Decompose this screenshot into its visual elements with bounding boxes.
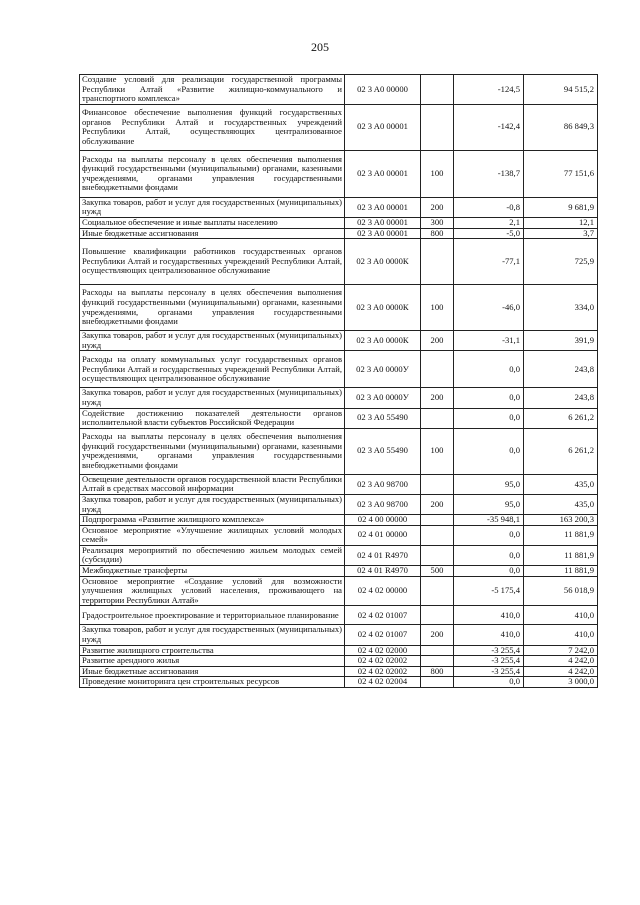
row-target-code: 02 4 01 00000 [345, 525, 421, 545]
row-target-code: 02 3 A0 00001 [345, 197, 421, 217]
row-target-code: 02 4 02 00000 [345, 576, 421, 606]
row-change-amount: -138,7 [454, 150, 524, 197]
row-target-code: 02 3 A0 55490 [345, 428, 421, 474]
table-row [80, 494, 598, 514]
page-number: 205 [311, 40, 329, 54]
row-total-amount: 435,0 [524, 494, 598, 514]
row-change-amount: 0,0 [454, 351, 524, 388]
row-target-code: 02 4 01 R4970 [345, 545, 421, 565]
row-expense-type [421, 515, 454, 526]
row-change-amount: 0,0 [454, 677, 524, 688]
row-description: Создание условий для реализации государственной программы Республики Алтай «Развитие жилищно-коммунального и транспортного комплекса» [80, 75, 345, 105]
row-total-amount: 12,1 [524, 217, 598, 228]
row-total-amount: 86 849,3 [524, 104, 598, 150]
row-target-code: 02 4 02 01007 [345, 625, 421, 645]
row-target-code: 02 3 A0 00001 [345, 150, 421, 197]
row-target-code: 02 4 02 01007 [345, 606, 421, 625]
row-expense-type: 200 [421, 625, 454, 645]
row-total-amount: 3,7 [524, 228, 598, 239]
row-change-amount: -5,0 [454, 228, 524, 239]
row-total-amount: 243,8 [524, 388, 598, 408]
row-change-amount: -142,4 [454, 104, 524, 150]
table-row [80, 625, 598, 645]
row-total-amount: 11 881,9 [524, 545, 598, 565]
row-total-amount: 410,0 [524, 625, 598, 645]
table-row [80, 515, 598, 526]
table-row [80, 197, 598, 217]
row-description: Расходы на выплаты персоналу в целях обеспечения выполнения функций государственными (муниципальными) органами, казенными учреждениями, органами управления государственными внебюджетными фондами [80, 285, 345, 331]
row-expense-type [421, 525, 454, 545]
row-target-code: 02 4 01 R4970 [345, 566, 421, 577]
row-expense-type [421, 104, 454, 150]
row-description: Закупка товаров, работ и услуг для государственных (муниципальных) нужд [80, 197, 345, 217]
row-description: Закупка товаров, работ и услуг для государственных (муниципальных) нужд [80, 494, 345, 514]
row-description: Социальное обеспечение и иные выплаты населению [80, 217, 345, 228]
row-description: Иные бюджетные ассигнования [80, 666, 345, 677]
budget-table [79, 74, 598, 688]
row-description: Подпрограмма «Развитие жилищного комплекса» [80, 515, 345, 526]
row-description: Межбюджетные трансферты [80, 566, 345, 577]
row-change-amount: -3 255,4 [454, 656, 524, 667]
row-description: Развитие жилищного строительства [80, 645, 345, 656]
table-row [80, 525, 598, 545]
table-row [80, 656, 598, 667]
row-description: Иные бюджетные ассигнования [80, 228, 345, 239]
row-change-amount: -0,8 [454, 197, 524, 217]
row-target-code: 02 3 A0 98700 [345, 474, 421, 494]
row-change-amount: -77,1 [454, 239, 524, 285]
row-change-amount: -31,1 [454, 331, 524, 351]
table-row [80, 217, 598, 228]
row-total-amount: 725,9 [524, 239, 598, 285]
row-expense-type [421, 239, 454, 285]
row-total-amount: 11 881,9 [524, 525, 598, 545]
row-total-amount: 3 000,0 [524, 677, 598, 688]
table-row [80, 351, 598, 388]
row-expense-type: 100 [421, 150, 454, 197]
row-target-code: 02 4 00 00000 [345, 515, 421, 526]
row-description: Градостроительное проектирование и территориальное планирование [80, 606, 345, 625]
row-target-code: 02 4 02 02002 [345, 666, 421, 677]
row-expense-type: 200 [421, 331, 454, 351]
row-total-amount: 4 242,0 [524, 666, 598, 677]
table-row [80, 545, 598, 565]
row-total-amount: 243,8 [524, 351, 598, 388]
row-target-code: 02 3 A0 0000К [345, 239, 421, 285]
row-total-amount: 410,0 [524, 606, 598, 625]
row-target-code: 02 4 02 02004 [345, 677, 421, 688]
row-change-amount: 0,0 [454, 545, 524, 565]
row-total-amount: 435,0 [524, 474, 598, 494]
row-expense-type: 800 [421, 666, 454, 677]
table-row [80, 228, 598, 239]
row-expense-type: 200 [421, 388, 454, 408]
row-expense-type: 300 [421, 217, 454, 228]
table-row [80, 150, 598, 197]
row-change-amount: 0,0 [454, 388, 524, 408]
table-row [80, 408, 598, 428]
row-description: Расходы на выплаты персоналу в целях обеспечения выполнения функций государственными (муниципальными) органами, казенными учреждениями, органами управления государственными внебюджетными фондами [80, 150, 345, 197]
row-total-amount: 4 242,0 [524, 656, 598, 667]
row-expense-type [421, 408, 454, 428]
table-row [80, 331, 598, 351]
table-row [80, 566, 598, 577]
row-description: Закупка товаров, работ и услуг для государственных (муниципальных) нужд [80, 625, 345, 645]
row-target-code: 02 3 A0 00001 [345, 228, 421, 239]
row-description: Финансовое обеспечение выполнения функций государственных органов Республики Алтай и государственных учреждений Республики Алтай, осуществляющих централизованное обслуживание [80, 104, 345, 150]
row-expense-type [421, 351, 454, 388]
row-expense-type: 500 [421, 566, 454, 577]
row-target-code: 02 4 02 02002 [345, 656, 421, 667]
row-total-amount: 77 151,6 [524, 150, 598, 197]
row-total-amount: 163 200,3 [524, 515, 598, 526]
row-expense-type: 800 [421, 228, 454, 239]
row-change-amount: -5 175,4 [454, 576, 524, 606]
row-target-code: 02 3 A0 55490 [345, 408, 421, 428]
table-row [80, 239, 598, 285]
row-total-amount: 11 881,9 [524, 566, 598, 577]
row-change-amount: 0,0 [454, 408, 524, 428]
table-row [80, 474, 598, 494]
row-change-amount: 95,0 [454, 474, 524, 494]
row-change-amount: 0,0 [454, 428, 524, 474]
row-expense-type: 100 [421, 285, 454, 331]
table-row [80, 666, 598, 677]
table-row [80, 576, 598, 606]
row-description: Расходы на выплаты персоналу в целях обеспечения выполнения функций государственными (муниципальными) органами, казенными учреждениями, органами управления государственными внебюджетными фондами [80, 428, 345, 474]
row-total-amount: 334,0 [524, 285, 598, 331]
row-total-amount: 391,9 [524, 331, 598, 351]
table-row [80, 75, 598, 105]
table-row [80, 104, 598, 150]
row-change-amount: -35 948,1 [454, 515, 524, 526]
row-expense-type: 100 [421, 428, 454, 474]
row-expense-type [421, 75, 454, 105]
row-expense-type: 200 [421, 197, 454, 217]
row-target-code: 02 3 A0 0000К [345, 331, 421, 351]
row-description: Основное мероприятие «Создание условий для возможности улучшения жилищных условий населения, проживающего на территории Республики Алтай» [80, 576, 345, 606]
row-description: Проведение мониторинга цен строительных ресурсов [80, 677, 345, 688]
row-change-amount: 410,0 [454, 625, 524, 645]
row-target-code: 02 3 A0 00000 [345, 75, 421, 105]
row-expense-type [421, 645, 454, 656]
row-expense-type [421, 545, 454, 565]
row-total-amount: 6 261,2 [524, 428, 598, 474]
row-expense-type [421, 576, 454, 606]
row-change-amount: -3 255,4 [454, 666, 524, 677]
row-description: Расходы на оплату коммунальных услуг государственных органов Республики Алтай и государственных учреждений Республики Алтай, осуществляющих централизованное обслуживание [80, 351, 345, 388]
row-description: Содействие достижению показателей деятельности органов исполнительной власти субъектов Российской Федерации [80, 408, 345, 428]
row-target-code: 02 3 A0 0000К [345, 285, 421, 331]
row-total-amount: 6 261,2 [524, 408, 598, 428]
row-description: Реализация мероприятий по обеспечению жильем молодых семей (субсидии) [80, 545, 345, 565]
row-target-code: 02 3 A0 00001 [345, 217, 421, 228]
row-description: Основное мероприятие «Улучшение жилищных условий молодых семей» [80, 525, 345, 545]
row-description: Развитие арендного жилья [80, 656, 345, 667]
row-total-amount: 94 515,2 [524, 75, 598, 105]
row-description: Повышение квалификации работников государственных органов Республики Алтай и государственных учреждений Республики Алтай, осуществляющих централизованное обслуживание [80, 239, 345, 285]
row-total-amount: 7 242,0 [524, 645, 598, 656]
row-total-amount: 56 018,9 [524, 576, 598, 606]
table-row [80, 677, 598, 688]
table-row [80, 606, 598, 625]
table-row [80, 428, 598, 474]
row-description: Закупка товаров, работ и услуг для государственных (муниципальных) нужд [80, 388, 345, 408]
table-row [80, 645, 598, 656]
row-expense-type [421, 656, 454, 667]
table-row [80, 285, 598, 331]
row-expense-type: 200 [421, 494, 454, 514]
row-total-amount: 9 681,9 [524, 197, 598, 217]
row-target-code: 02 4 02 02000 [345, 645, 421, 656]
row-change-amount: -46,0 [454, 285, 524, 331]
row-expense-type [421, 677, 454, 688]
row-change-amount: 410,0 [454, 606, 524, 625]
table-row [80, 388, 598, 408]
row-target-code: 02 3 A0 0000У [345, 351, 421, 388]
row-change-amount: 0,0 [454, 525, 524, 545]
row-target-code: 02 3 A0 98700 [345, 494, 421, 514]
row-description: Закупка товаров, работ и услуг для государственных (муниципальных) нужд [80, 331, 345, 351]
row-target-code: 02 3 A0 0000У [345, 388, 421, 408]
row-description: Освещение деятельности органов государственной власти Республики Алтай в средствах массовой информации [80, 474, 345, 494]
row-change-amount: -124,5 [454, 75, 524, 105]
row-expense-type [421, 474, 454, 494]
row-change-amount: 95,0 [454, 494, 524, 514]
row-expense-type [421, 606, 454, 625]
row-change-amount: 0,0 [454, 566, 524, 577]
row-change-amount: -3 255,4 [454, 645, 524, 656]
row-target-code: 02 3 A0 00001 [345, 104, 421, 150]
row-change-amount: 2,1 [454, 217, 524, 228]
